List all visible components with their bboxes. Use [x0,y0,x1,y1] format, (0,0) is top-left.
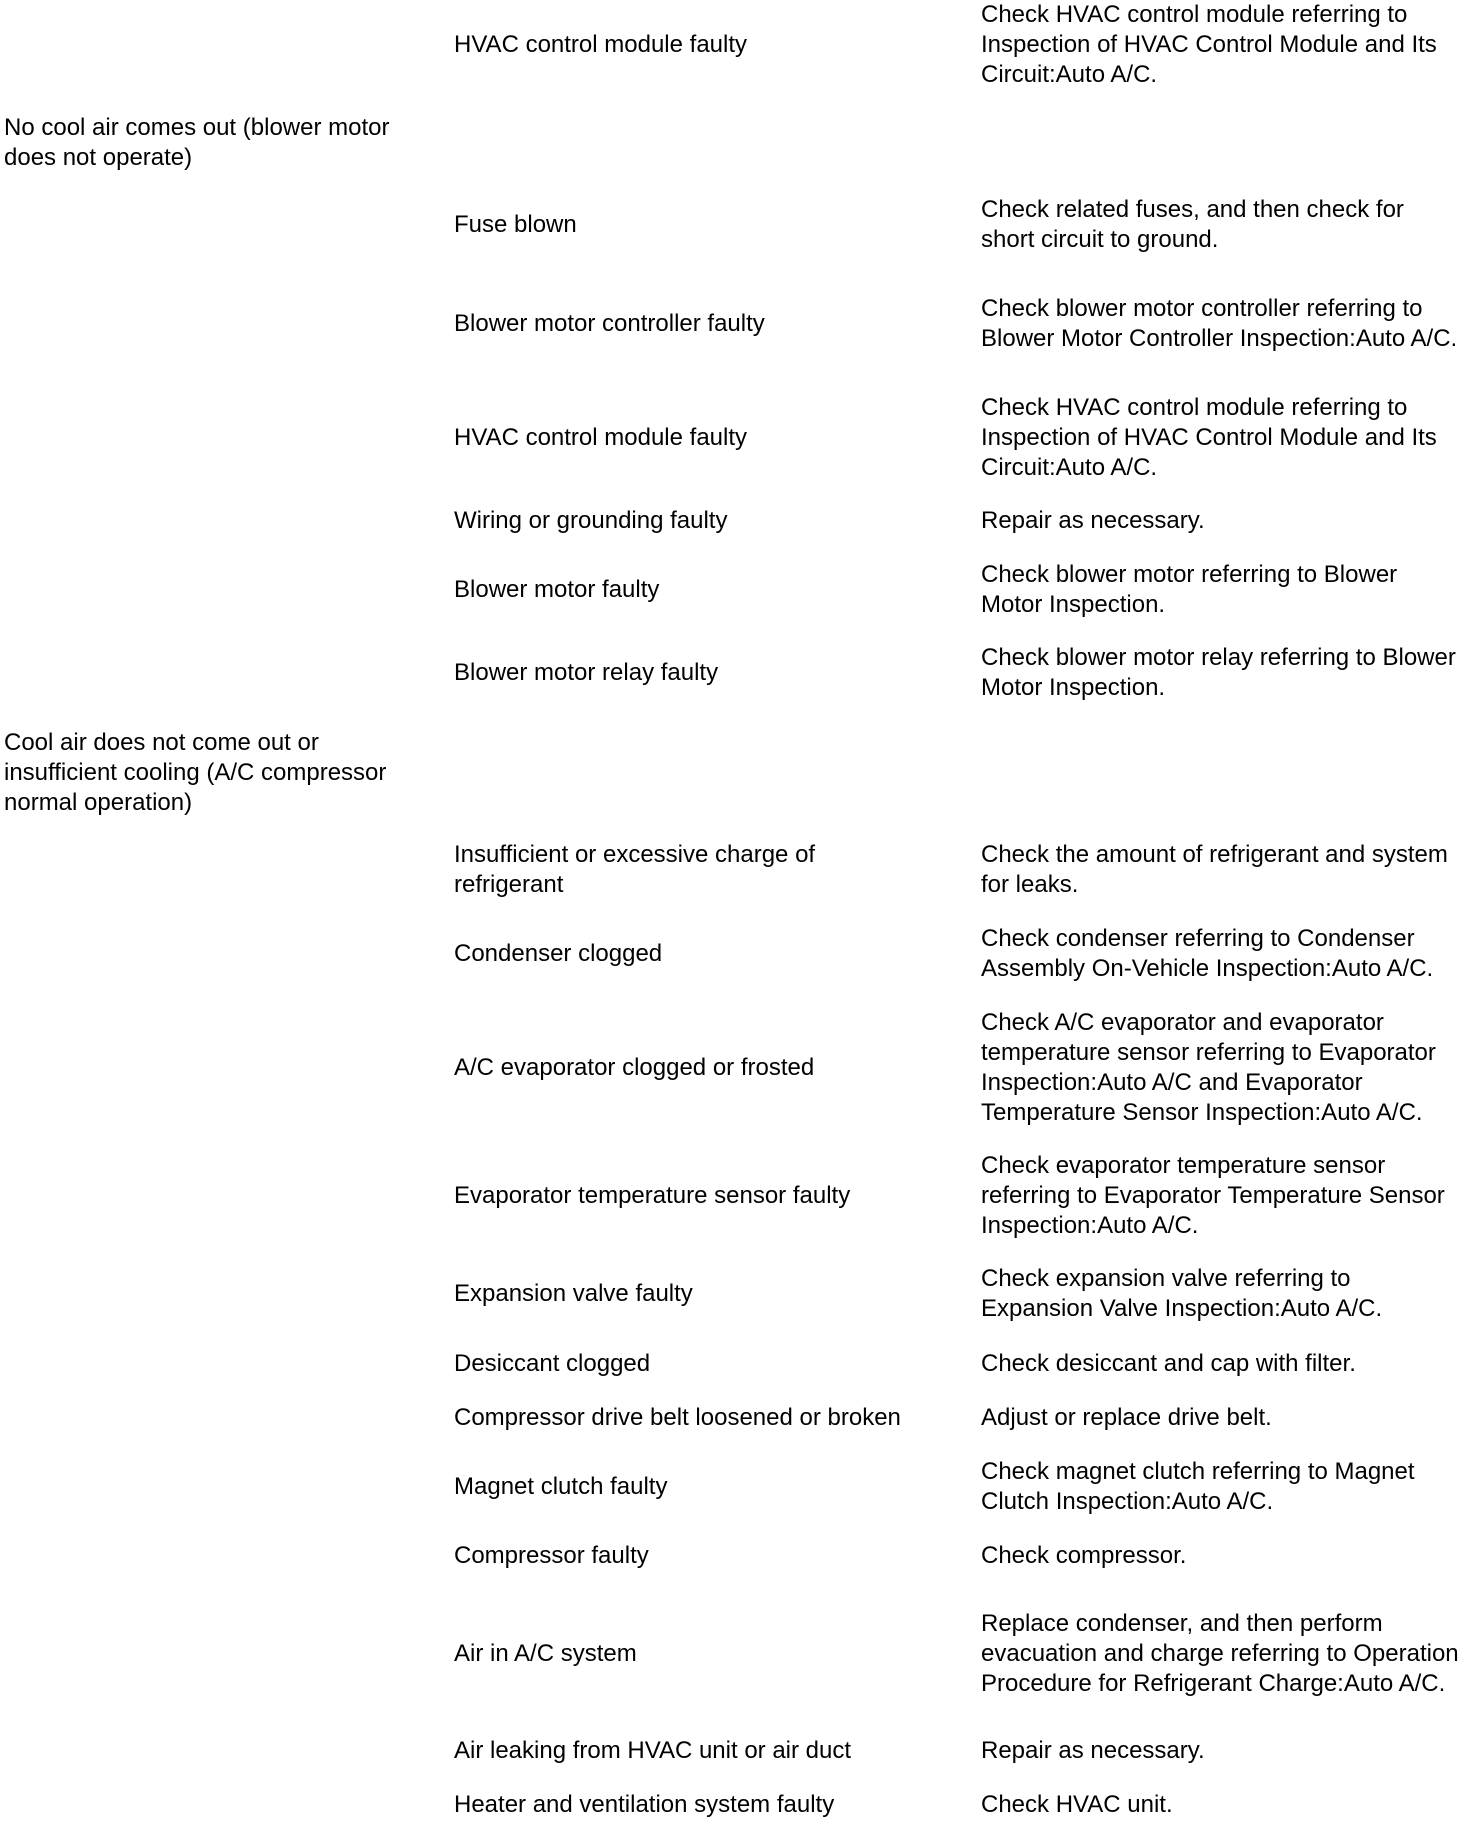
table-row [0,1736,1472,1766]
cause-cell: Compressor drive belt loosened or broken [454,1404,901,1431]
cause-cell: Blower motor faulty [454,576,660,603]
cause-cell: Expansion valve faulty [454,1280,693,1307]
table-row [0,506,1472,536]
table-row [0,924,1472,984]
cause-cell: Desiccant clogged [454,1350,651,1377]
remedy-cell: Check HVAC unit. [981,1791,1173,1818]
remedy-cell: Check compressor. [981,1542,1187,1569]
symptom-cell: Cool air does not come out or insufficient cooling (A/C compressor normal operation) [4,729,387,816]
remedy-cell: Check the amount of refrigerant and system for leaks. [981,841,1448,898]
cause-cell: Condenser clogged [454,940,663,967]
remedy-cell: Check HVAC control module referring to Inspection of HVAC Control Module and Its Circuit:Auto A/C. [981,1,1437,88]
cause-cell: Blower motor relay faulty [454,659,719,686]
cause-cell: Heater and ventilation system faulty [454,1791,835,1818]
table-row [0,1403,1472,1433]
cause-cell: Blower motor controller faulty [454,310,765,337]
remedy-cell: Repair as necessary. [981,507,1205,534]
symptom-cell: No cool air comes out (blower motor does not operate) [4,114,390,171]
table-row [0,195,1472,255]
table-row [0,1594,1472,1714]
table-row [0,1349,1472,1379]
cause-cell: Air in A/C system [454,1640,637,1667]
remedy-cell: Check condenser referring to Condenser Assembly On-Vehicle Inspection:Auto A/C. [981,925,1434,982]
remedy-cell: Check blower motor referring to Blower Motor Inspection. [981,561,1398,618]
remedy-cell: Replace condenser, and then perform evacuation and charge referring to Operation Procedure for Refrigerant Charge:Auto A/C. [981,1610,1459,1697]
table-row [0,1151,1472,1241]
cause-cell: Insufficient or excessive charge of refrigerant [454,841,816,898]
remedy-cell: Check magnet clutch referring to Magnet Clutch Inspection:Auto A/C. [981,1458,1415,1515]
cause-cell: Air leaking from HVAC unit or air duct [454,1737,852,1764]
remedy-cell: Adjust or replace drive belt. [981,1404,1272,1431]
remedy-cell: Check desiccant and cap with filter. [981,1350,1356,1377]
cause-cell: Compressor faulty [454,1542,649,1569]
table-row [0,560,1472,620]
cause-cell: Evaporator temperature sensor faulty [454,1182,851,1209]
table-row [0,1790,1472,1820]
table-row [0,279,1472,369]
table-row [0,1264,1472,1324]
cause-cell: Magnet clutch faulty [454,1473,668,1500]
table-row [0,1457,1472,1517]
remedy-cell: Check A/C evaporator and evaporator temperature sensor referring to Evaporator Inspection:Auto A/C and Evaporator Temperature Sensor Inspection:Auto A/C. [981,1009,1436,1126]
remedy-cell: Check expansion valve referring to Expansion Valve Inspection:Auto A/C. [981,1265,1383,1322]
table-row [0,840,1472,900]
cause-cell: Wiring or grounding faulty [454,507,728,534]
cause-cell: A/C evaporator clogged or frosted [454,1054,815,1081]
remedy-cell: Check related fuses, and then check for short circuit to ground. [981,196,1404,253]
cause-cell: HVAC control module faulty [454,31,748,58]
table-row [0,393,1472,483]
remedy-cell: Check evaporator temperature sensor referring to Evaporator Temperature Sensor Inspection:Auto A/C. [981,1152,1445,1239]
remedy-cell: Check blower motor controller referring to Blower Motor Controller Inspection:Auto A/C. [981,295,1458,352]
remedy-cell: Check HVAC control module referring to Inspection of HVAC Control Module and Its Circuit:Auto A/C. [981,394,1437,481]
remedy-cell: Check blower motor relay referring to Blower Motor Inspection. [981,644,1456,701]
cause-cell: HVAC control module faulty [454,424,748,451]
table-row [0,643,1472,703]
cause-cell: Fuse blown [454,211,577,238]
table-row [0,1541,1472,1571]
table-row [0,1008,1472,1128]
table-row [0,0,1472,90]
remedy-cell: Repair as necessary. [981,1737,1205,1764]
